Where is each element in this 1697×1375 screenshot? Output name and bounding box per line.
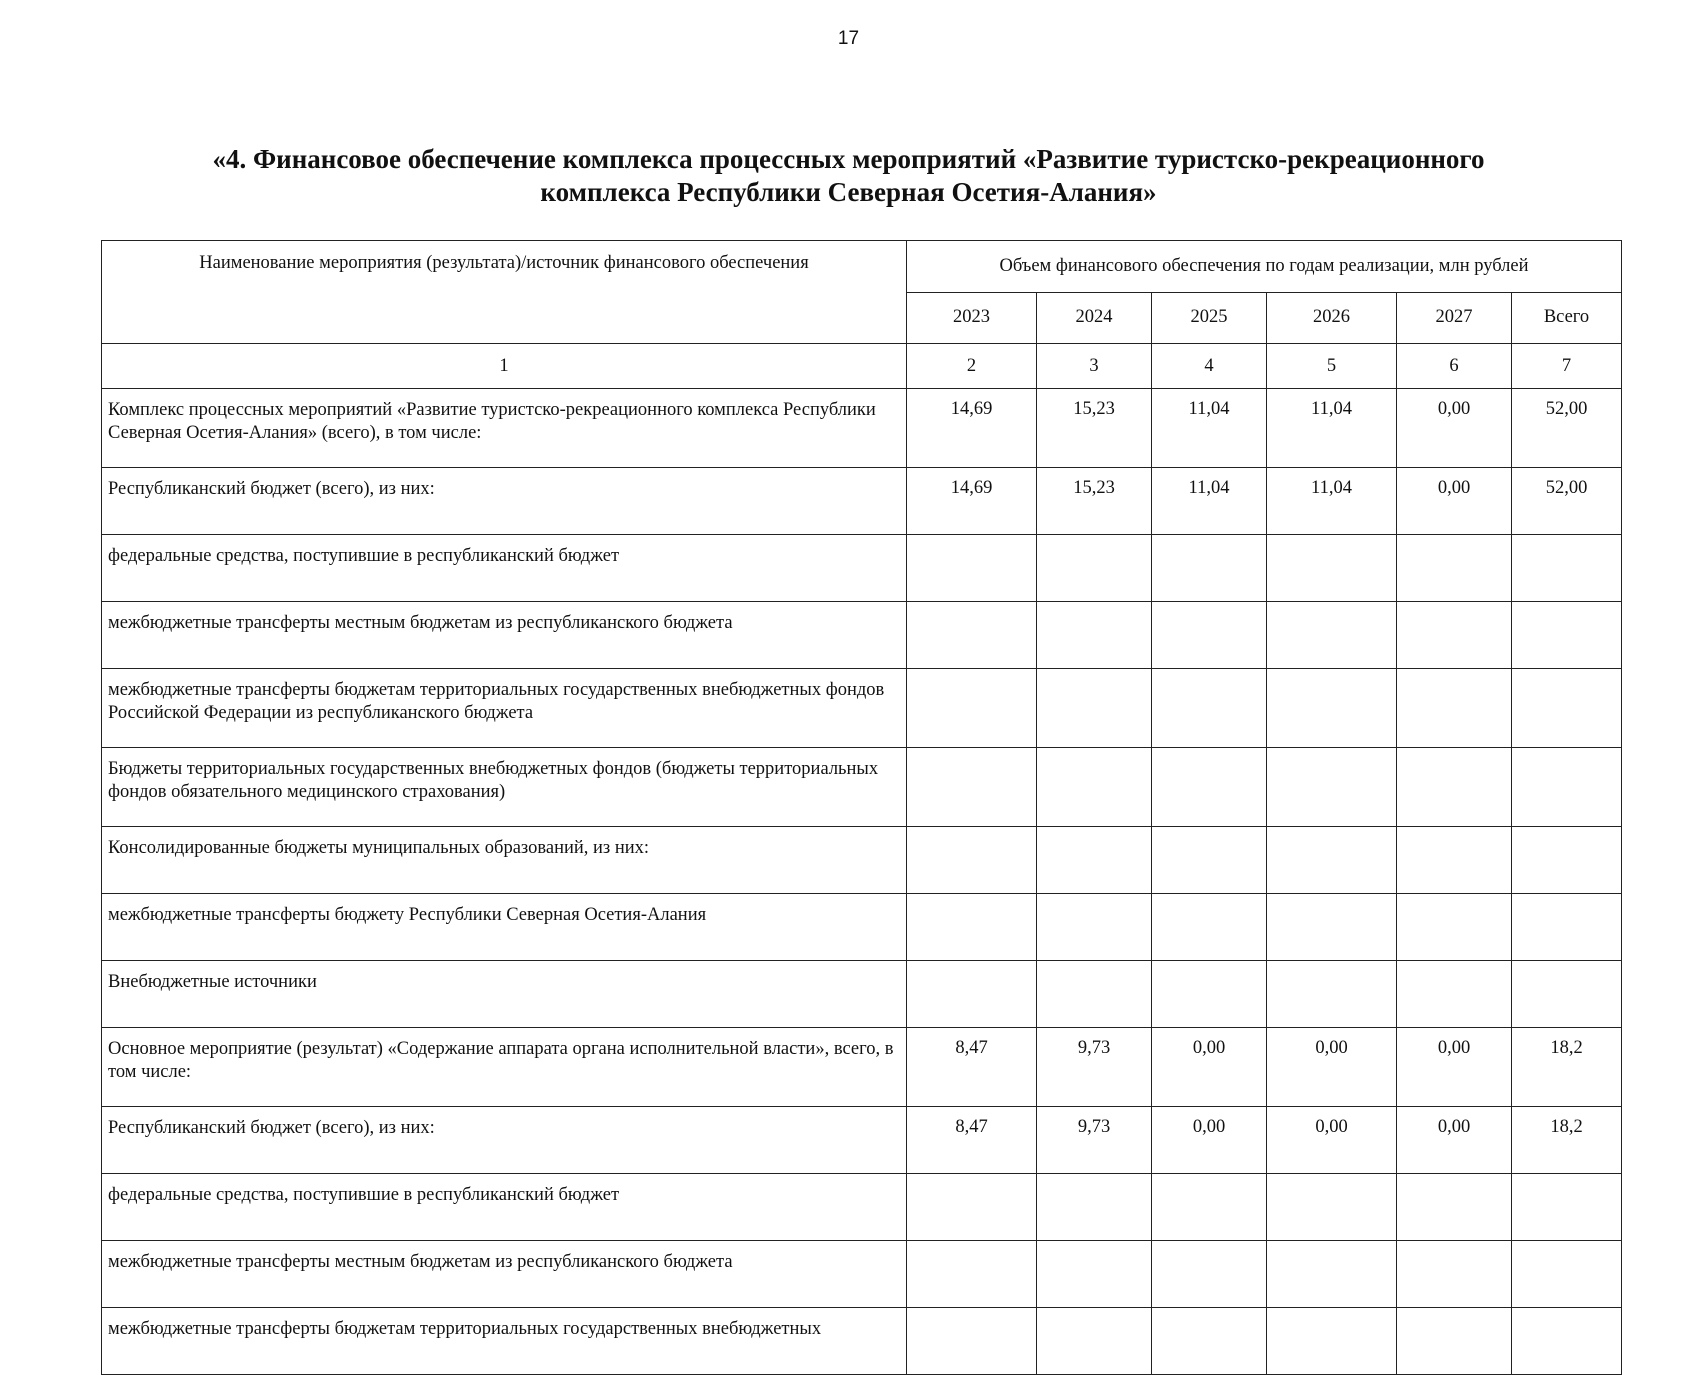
row-name: федеральные средства, поступившие в республиканский бюджет (102, 1174, 907, 1241)
row-total (1512, 961, 1622, 1028)
row-value (1397, 748, 1512, 827)
table-row (102, 1174, 1622, 1241)
row-value (907, 1241, 1037, 1308)
row-value (907, 1308, 1037, 1375)
row-value (1152, 827, 1267, 894)
row-name: межбюджетные трансферты бюджетам территориальных государственных внебюджетных (102, 1308, 907, 1375)
row-value (1397, 535, 1512, 602)
table-row (102, 1107, 1622, 1174)
column-number: 4 (1152, 344, 1267, 389)
row-total: 18,2 (1512, 1028, 1622, 1107)
row-value (1267, 1174, 1397, 1241)
row-value: 9,73 (1037, 1028, 1152, 1107)
row-value: 11,04 (1152, 389, 1267, 468)
column-number: 5 (1267, 344, 1397, 389)
row-value (1037, 961, 1152, 1028)
row-total: 52,00 (1512, 389, 1622, 468)
row-name: Консолидированные бюджеты муниципальных образований, из них: (102, 827, 907, 894)
row-value (1152, 748, 1267, 827)
row-name: межбюджетные трансферты бюджетам территориальных государственных внебюджетных фондов Российской Федерации из республиканского бюджета (102, 669, 907, 748)
header-year: 2025 (1152, 292, 1267, 344)
row-value (907, 961, 1037, 1028)
row-value (1037, 602, 1152, 669)
row-value (1037, 748, 1152, 827)
row-name: федеральные средства, поступившие в республиканский бюджет (102, 535, 907, 602)
row-name: межбюджетные трансферты местным бюджетам из республиканского бюджета (102, 1241, 907, 1308)
header-year: 2024 (1037, 292, 1152, 344)
row-value (1152, 669, 1267, 748)
table-row (102, 535, 1622, 602)
row-value (907, 894, 1037, 961)
row-value: 0,00 (1267, 1107, 1397, 1174)
row-value (1037, 894, 1152, 961)
row-value (1267, 748, 1397, 827)
row-total: 18,2 (1512, 1107, 1622, 1174)
row-value (1152, 1174, 1267, 1241)
header-year: 2027 (1397, 292, 1512, 344)
row-name: Внебюджетные источники (102, 961, 907, 1028)
row-name: межбюджетные трансферты бюджету Республики Северная Осетия-Алания (102, 894, 907, 961)
row-value (1267, 827, 1397, 894)
row-value (1152, 894, 1267, 961)
column-number: 2 (907, 344, 1037, 389)
row-value (1037, 1174, 1152, 1241)
column-numbers-row (102, 344, 1622, 389)
row-value (1397, 1308, 1512, 1375)
row-total (1512, 894, 1622, 961)
row-value: 15,23 (1037, 389, 1152, 468)
section-title (0, 143, 1697, 209)
row-value (907, 602, 1037, 669)
header-year: 2026 (1267, 292, 1397, 344)
row-total: 52,00 (1512, 468, 1622, 535)
row-value: 8,47 (907, 1107, 1037, 1174)
row-value (907, 535, 1037, 602)
row-value: 0,00 (1267, 1028, 1397, 1107)
table-row (102, 961, 1622, 1028)
row-value (1152, 1241, 1267, 1308)
row-value (1397, 602, 1512, 669)
row-value: 14,69 (907, 389, 1037, 468)
row-value (1267, 961, 1397, 1028)
row-value: 8,47 (907, 1028, 1037, 1107)
column-number: 7 (1512, 344, 1622, 389)
financing-table (101, 240, 1622, 1375)
row-value: 11,04 (1267, 389, 1397, 468)
row-value: 0,00 (1397, 389, 1512, 468)
row-total (1512, 1308, 1622, 1375)
row-value: 0,00 (1152, 1107, 1267, 1174)
row-total (1512, 535, 1622, 602)
column-number: 3 (1037, 344, 1152, 389)
table-body (102, 389, 1622, 1375)
header-total: Всего (1512, 292, 1622, 344)
row-value (1397, 961, 1512, 1028)
row-value (1397, 894, 1512, 961)
row-value: 15,23 (1037, 468, 1152, 535)
header-year: 2023 (907, 292, 1037, 344)
row-value (907, 827, 1037, 894)
row-value: 9,73 (1037, 1107, 1152, 1174)
row-value (1037, 535, 1152, 602)
row-value (907, 669, 1037, 748)
column-number: 6 (1397, 344, 1512, 389)
row-name: Республиканский бюджет (всего), из них: (102, 468, 907, 535)
row-total (1512, 827, 1622, 894)
section-title-line-1: «4. Финансовое обеспечение комплекса процессных мероприятий «Развитие туристско-рекреационного (212, 144, 1485, 174)
row-value (1037, 669, 1152, 748)
row-value (1152, 535, 1267, 602)
row-value: 0,00 (1397, 468, 1512, 535)
header-volume: Объем финансового обеспечения по годам реализации, млн рублей (907, 241, 1622, 293)
row-value (1267, 1308, 1397, 1375)
row-name: Бюджеты территориальных государственных внебюджетных фондов (бюджеты территориальных фондов обязательного медицинского страхования) (102, 748, 907, 827)
row-value (1267, 602, 1397, 669)
row-value (1397, 827, 1512, 894)
row-value (907, 1174, 1037, 1241)
row-value: 14,69 (907, 468, 1037, 535)
table-row (102, 894, 1622, 961)
page-number: 17 (837, 28, 860, 49)
row-value (1152, 961, 1267, 1028)
row-value (907, 748, 1037, 827)
row-total (1512, 748, 1622, 827)
row-value (1037, 827, 1152, 894)
row-total (1512, 1174, 1622, 1241)
row-value: 0,00 (1152, 1028, 1267, 1107)
row-value (1267, 535, 1397, 602)
row-value (1397, 1174, 1512, 1241)
column-number: 1 (102, 344, 907, 389)
table-row (102, 1028, 1622, 1107)
table-row (102, 468, 1622, 535)
row-value: 11,04 (1267, 468, 1397, 535)
table-row (102, 1308, 1622, 1375)
header-name: Наименование мероприятия (результата)/источник финансового обеспечения (102, 241, 907, 344)
table-row (102, 1241, 1622, 1308)
row-name: Республиканский бюджет (всего), из них: (102, 1107, 907, 1174)
row-total (1512, 669, 1622, 748)
row-value (1267, 669, 1397, 748)
row-name: Комплекс процессных мероприятий «Развитие туристско-рекреационного комплекса Республики Северная Осетия-Алания» (всего), в том числе: (102, 389, 907, 468)
table-row (102, 669, 1622, 748)
row-value (1037, 1241, 1152, 1308)
row-value (1267, 1241, 1397, 1308)
row-value (1152, 1308, 1267, 1375)
table-row (102, 748, 1622, 827)
row-total (1512, 602, 1622, 669)
table-row (102, 827, 1622, 894)
table-row (102, 389, 1622, 468)
row-value (1397, 669, 1512, 748)
row-name: межбюджетные трансферты местным бюджетам из республиканского бюджета (102, 602, 907, 669)
row-value (1267, 894, 1397, 961)
section-title-line-2: комплекса Республики Северная Осетия-Алания» (540, 177, 1157, 207)
row-value (1037, 1308, 1152, 1375)
row-value: 0,00 (1397, 1107, 1512, 1174)
row-value: 0,00 (1397, 1028, 1512, 1107)
table-header (102, 241, 1622, 389)
table-row (102, 602, 1622, 669)
row-name: Основное мероприятие (результат) «Содержание аппарата органа исполнительной власти», всего, в том числе: (102, 1028, 907, 1107)
row-total (1512, 1241, 1622, 1308)
row-value: 11,04 (1152, 468, 1267, 535)
row-value (1397, 1241, 1512, 1308)
row-value (1152, 602, 1267, 669)
